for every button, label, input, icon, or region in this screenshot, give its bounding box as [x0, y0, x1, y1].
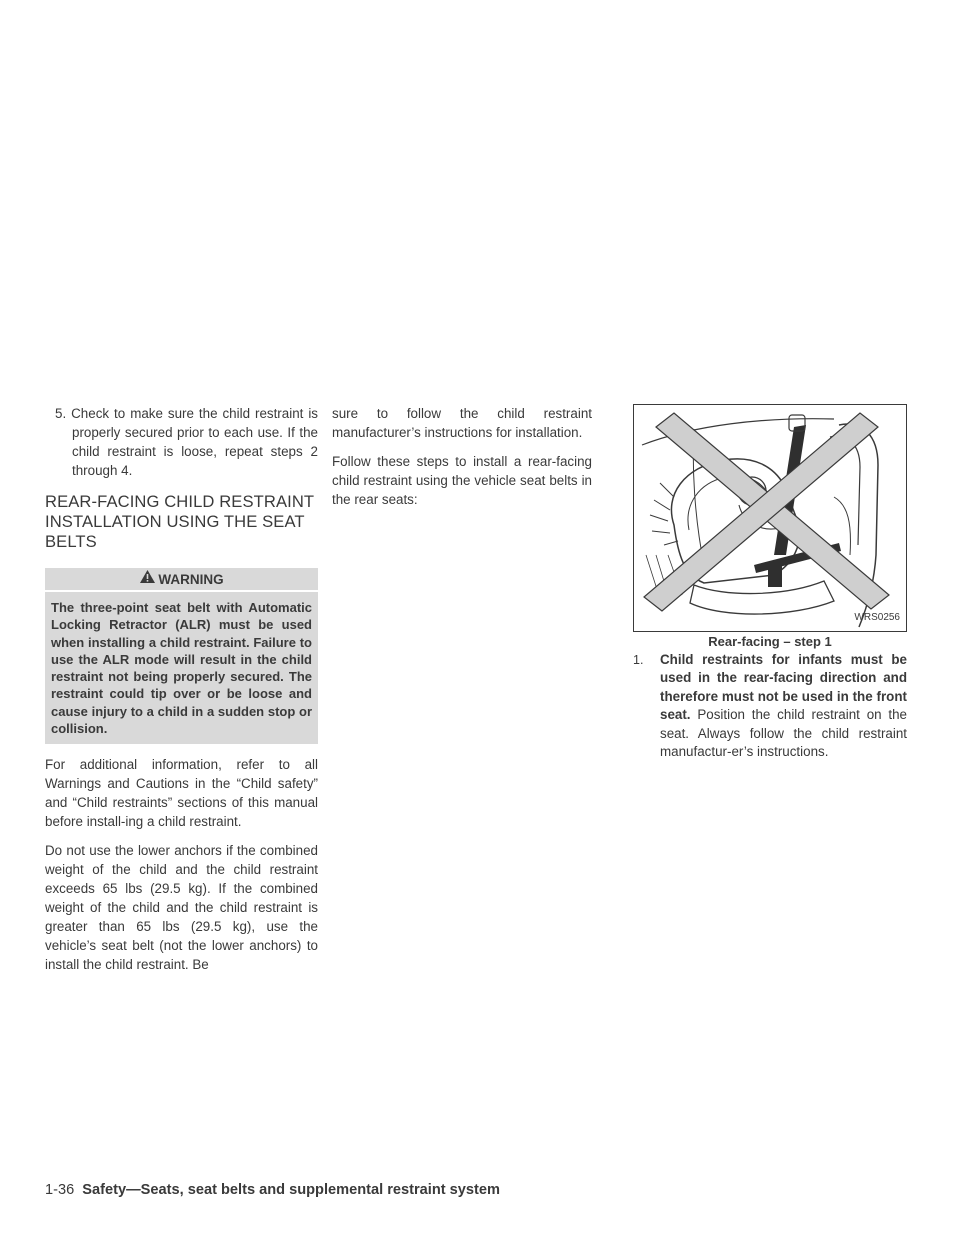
- column-right: [633, 404, 907, 761]
- step-1-number: 1.: [633, 653, 644, 667]
- step-1-bold-text: Child restraints for infants must be used in the rear-facing direction and therefore must not be used in the front seat.: [660, 652, 907, 723]
- paragraph-lower-anchors-cont: sure to follow the child restraint manufacturer’s instructions for installation.: [332, 406, 592, 440]
- step-5-number: 5.: [55, 406, 67, 421]
- section-heading: REAR-FACING CHILD RESTRAINT INSTALLATION USING THE SEAT BELTS: [45, 492, 314, 551]
- page-number: 1-36: [45, 1182, 75, 1198]
- page-footer: [45, 1182, 500, 1198]
- column-left: [45, 404, 318, 984]
- step-1-text: Position the child restraint on the seat. Always follow the child restraint manufactur-er’s instructions.: [660, 707, 907, 760]
- column-middle: [332, 404, 592, 519]
- figure-caption: Rear-facing – step 1: [708, 634, 832, 649]
- step-5-text: Check to make sure the child restraint is properly secured prior to each use. If the child restraint is loose, repeat steps 2 through 4.: [71, 406, 318, 478]
- warning-title: WARNING: [158, 571, 224, 587]
- step-5: [45, 404, 318, 480]
- child-restraint-illustration: [634, 405, 906, 631]
- paragraph-follow-steps: Follow these steps to install a rear-facing child restraint using the vehicle seat belts in the rear seats:: [332, 454, 592, 507]
- figure-rear-facing-step1: [633, 404, 907, 632]
- step-1: [633, 651, 907, 761]
- paragraph-lower-anchors: Do not use the lower anchors if the combined weight of the child and the child restraint exceeds 65 lbs (29.5 kg). If the combined weight of the child and the child restraint is greater than 65 lbs (29.5 kg), use the vehicle’s seat belt (not the lower anchors) to install the child restraint. Be: [45, 843, 318, 973]
- footer-section-title: Safety—Seats, seat belts and supplemental restraint system: [82, 1182, 500, 1198]
- figure-code: WRS0256: [854, 612, 900, 623]
- warning-body: The three-point seat belt with Automatic Locking Retractor (ALR) must be used when installing a child restraint. Failure to use the ALR mode will result in the child restraint not being properly secured. The restraint could tip over or be loose and cause injury to a child in a sudden stop or collision.: [45, 592, 318, 744]
- warning-triangle-icon: [139, 569, 156, 589]
- warning-header: [45, 568, 318, 590]
- paragraph-additional-info: For additional information, refer to all Warnings and Cautions in the “Child safety” and “Child restraints” sections of this manual before install-ing a child restraint.: [45, 757, 318, 830]
